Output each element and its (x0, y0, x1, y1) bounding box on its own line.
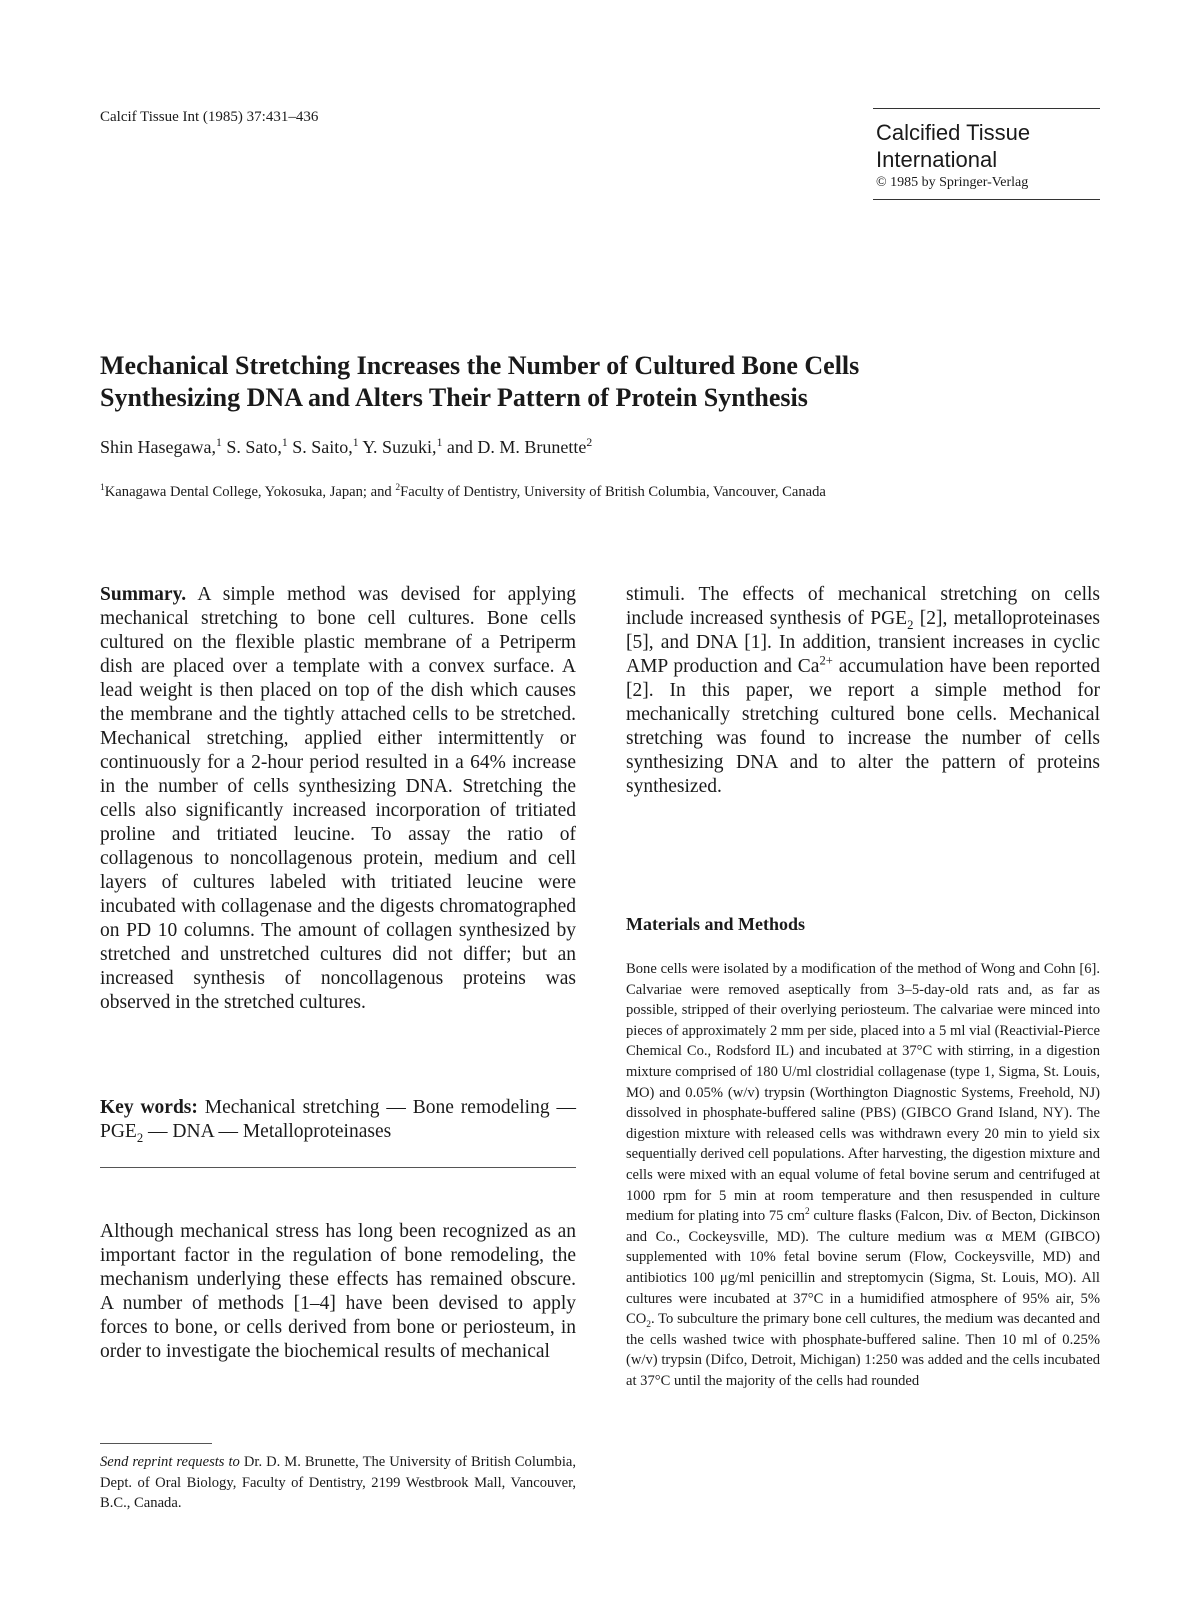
footnote-italic: Send reprint requests to (100, 1454, 240, 1470)
methods-text-c: . To subculture the primary bone cell cultures, the medium was decanted and the cells washed twice with phosphate-buffered saline. Then 10 ml of 0.25% (w/v) trypsin (Difco, Detroit, Michigan) 1:250 was added and the cells incubated at 37°C until the majority of the cells had rounded (626, 1311, 1100, 1389)
footnote-text: Dr. D. M. Brunette, The University of British Columbia, Dept. of Oral Biology, Faculty of Dentistry, 2199 Westbrook Mall, Vancouver, B.C., Canada. (100, 1454, 576, 1511)
affiliations (100, 484, 826, 501)
footnote-rule (100, 1443, 212, 1444)
summary-paragraph (100, 583, 576, 1015)
affil-marker: 1 (100, 483, 105, 494)
article-title (100, 350, 1100, 414)
affiliation-1: Kanagawa Dental College, Yokosuka, Japan; and (104, 484, 396, 500)
affil-marker: 2 (586, 436, 593, 449)
intro-continued-paragraph (626, 583, 1100, 799)
subscript: 2 (136, 1130, 144, 1145)
reprint-footnote (100, 1452, 576, 1514)
affil-marker: 1 (281, 436, 288, 449)
title-line-1: Mechanical Stretching Increases the Number of Cultured Bone Cells (100, 351, 860, 380)
journal-citation: Calcif Tissue Int (1985) 37:431–436 (100, 109, 319, 125)
journal-masthead (873, 108, 1100, 200)
keywords-text: Mechanical stretching — Bone remodeling — PGE (100, 1097, 576, 1142)
author-5: and D. M. Brunette (442, 437, 587, 457)
affil-marker: 1 (436, 436, 443, 449)
subscript: 2 (646, 1320, 652, 1330)
intro-paragraph: Although mechanical stress has long been recognized as an important factor in the regulation of bone remodeling, the mechanism underlying these effects has remained obscure. A number of methods [1–4] have been devised to apply forces to bone, or cells derived from bone or periosteum, in order to investigate the biochemical results of mechanical (100, 1221, 576, 1362)
journal-name-line1: Calcified Tissue (876, 120, 1031, 145)
methods-text-a: Bone cells were isolated by a modification of the method of Wong and Cohn [6]. Calvariae were removed aseptically from 3–5-day-old rats and, as far as possible, stripped of their overlying periosteum. The calvariae were minced into pieces of approximately 2 mm per side, placed into a 5 ml vial (Reactivial-Pierce Chemical Co., Rodsford IL) and incubated at 37°C with stirring, in a digestion mixture comprised of 180 U/ml clostridial collagenase (type 1, Sigma, St. Louis, MO) and 0.05% (w/v) trypsin (Worthington Diagnostic Systems, Freehold, NJ) dissolved in phosphate-buffered saline (PBS) (GIBCO Grand Island, NY). The digestion mixture with released cells was withdrawn every 20 min to yield six sequentially derived cell populations. After harvesting, the digestion mixture and cells were mixed with an equal volume of fetal bovine serum and centrifuged at 1000 rpm for 5 min at room temperature and then resuspended in culture medium for plating into 75 cm (626, 961, 1100, 1225)
affiliation-2: Faculty of Dentistry, University of British Columbia, Vancouver, Canada (400, 484, 826, 500)
author-4: Y. Suzuki, (358, 437, 437, 457)
author-1: Shin Hasegawa, (100, 437, 216, 457)
keywords-paragraph (100, 1096, 576, 1144)
section-divider (100, 1167, 576, 1168)
methods-text-b: culture flasks (Falcon, Div. of Becton, Dickinson and Co., Cockeysville, MD). The culture medium was α MEM (GIBCO) supplemented with 10% fetal bovine serum (Flow, Cockeysville, MD) and antibiotics 100 μg/ml penicillin and streptomycin (Sigma, St. Louis, MO). All cultures were incubated at 37°C in a humidified atmosphere of 95% air, 5% CO (626, 1208, 1101, 1328)
author-3: S. Saito, (287, 437, 353, 457)
affil-marker: 1 (352, 436, 359, 449)
intro-cont-c: accumulation have been reported [2]. In this paper, we report a simple method for mechanically stretching cultured bone cells. Mechanical stretching was found to increase the number of cells synthesizing DNA and to alter the pattern of proteins synthesized. (626, 656, 1100, 797)
intro-cont-b: [2], metalloproteinases [5], and DNA [1]. In addition, transient increases in cyclic AMP production and Ca (626, 608, 1100, 677)
subscript: 2 (907, 617, 914, 632)
methods-heading: Materials and Methods (626, 914, 805, 934)
summary-text: A simple method was devised for applying mechanical stretching to bone cell cultures. Bone cells cultured on the flexible plastic membrane of a Petriperm dish are placed over a template with a convex surface. A lead weight is then placed on top of the dish which causes the membrane and the tightly attached cells to be stretched. Mechanical stretching, applied either intermittently or continuously for a 2-hour period resulted in a 64% increase in the number of cells synthesizing DNA. Stretching the cells also significantly increased incorporation of tritiated proline and tritiated leucine. To assay the ratio of collagenous to noncollagenous protein, medium and cell layers of cultures labeled with tritiated leucine were incubated with collagenase and the digests chromatographed on PD 10 columns. The amount of collagen synthesized by stretched and unstretched cultures did not differ; but an increased synthesis of noncollagenous proteins was observed in the stretched cultures. (100, 584, 576, 1013)
affil-marker: 1 (215, 436, 222, 449)
affil-marker: 2 (395, 483, 401, 494)
copyright-notice: © 1985 by Springer-Verlag (876, 175, 1029, 190)
title-line-2: Synthesizing DNA and Alters Their Pattern of Protein Synthesis (100, 383, 808, 412)
author-list (100, 437, 592, 458)
summary-label: Summary. (100, 584, 187, 605)
keywords-text-end: — DNA — Metalloproteinases (143, 1121, 392, 1142)
methods-paragraph (626, 959, 1100, 1391)
intro-cont-a: stimuli. The effects of mechanical stretching on cells include increased synthesis of PGE (626, 584, 1100, 629)
superscript: 2 (804, 1207, 810, 1218)
author-2: S. Sato, (221, 437, 282, 457)
keywords-label: Key words: (100, 1097, 198, 1118)
journal-name-line2: International (876, 147, 998, 172)
superscript: 2+ (819, 653, 833, 668)
